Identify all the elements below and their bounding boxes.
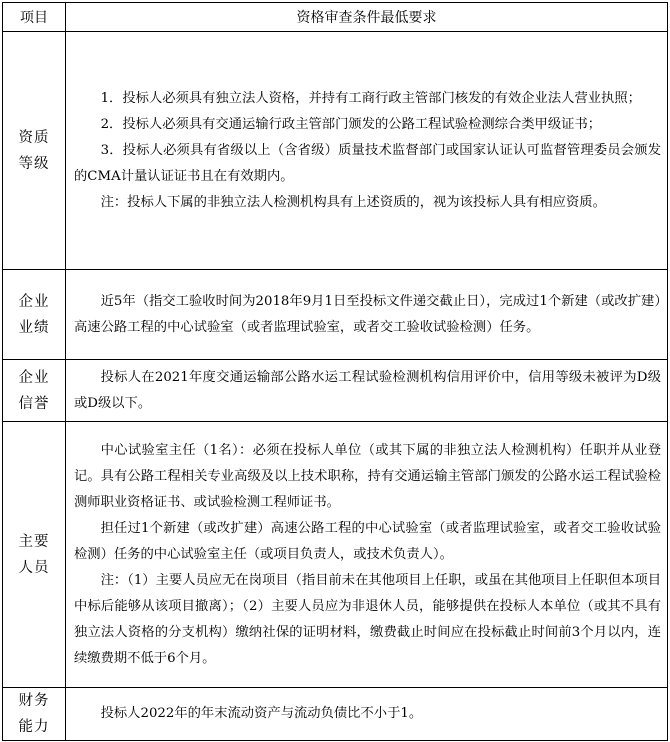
content-qualification: [66, 32, 668, 270]
paragraph: 注：（1）主要人员应无在岗项目（指目前未在其他项目上任职，或虽在其他项目上任职但本项目中标后能够从该项目撤离）；（2）主要人员应为非退休人员，能够提供在投标人本单位（或其不具有独立法人资格的分支机构）缴纳社保的证明材料，缴费截止时间应在投标截止时间前3个月以内，连续缴费期不低于6个月。: [74, 572, 661, 666]
row-credit: [3, 360, 668, 422]
paragraph: 担任过1个新建（或改扩建）高速公路工程的中心试验室（或者监理试验室，或者交工验收试验检测）任务的中心试验室主任（或项目负责人，或技术负责人）。: [74, 520, 661, 562]
paragraph: 投标人在2021年度交通运输部公路水运工程试验检测机构信用评价中，信用等级未被评为D级或D级以下。: [74, 369, 661, 411]
row-performance: [3, 270, 668, 360]
paragraph: 1．投标人必须具有独立法人资格，并持有工商行政主管部门核发的有效企业法人营业执照；: [100, 90, 641, 106]
label-finance: [3, 688, 66, 741]
header-requirement: 资格审查条件最低要求: [66, 3, 668, 32]
label-performance-line1: 企业: [18, 293, 50, 310]
label-credit: [3, 360, 66, 422]
label-personnel-line2: 人员: [18, 559, 50, 576]
label-credit-line1: 企业: [18, 369, 50, 386]
paragraph: 注：投标人下属的非独立法人检测机构具有上述资质的，视为该投标人具有相应资质。: [100, 194, 606, 210]
content-credit: [66, 360, 668, 422]
paragraph: 中心试验室主任（1名）：必须在投标人单位（或其下属的非独立法人检测机构）任职并从业登记。具有公路工程相关专业高级及以上技术职称，持有交通运输主管部门颁发的公路水运工程试验检测师职业资格证书、或试验检测工程师证书。: [74, 442, 661, 510]
label-personnel-line1: 主要: [18, 533, 50, 550]
row-personnel: [3, 422, 668, 688]
label-qualification: [3, 32, 66, 270]
label-personnel: [3, 422, 66, 688]
label-performance: [3, 270, 66, 360]
label-credit-line2: 信誉: [18, 395, 50, 412]
label-performance-line2: 业绩: [18, 319, 50, 336]
paragraph: 投标人2022年的年末流动资产与流动负债比不小于1。: [100, 706, 423, 721]
label-finance-line2: 能力: [18, 719, 50, 735]
label-qualification-line1: 资质: [18, 129, 50, 146]
content-finance: [66, 688, 668, 741]
header-row: [3, 3, 668, 32]
header-item: 项目: [3, 3, 66, 32]
requirements-table: [2, 2, 668, 741]
paragraph: 3．投标人必须具有省级以上（含省级）质量技术监督部门或国家认证认可监督管理委员会颁发的CMA计量认证证书且在有效期内。: [74, 142, 661, 184]
content-personnel: [66, 422, 668, 688]
paragraph: 近5年（指交工验收时间为2018年9月1日至投标文件递交截止日），完成过1个新建（或改扩建）高速公路工程的中心试验室（或者监理试验室，或者交工验收试验检测）任务。: [74, 293, 661, 335]
row-finance: [3, 688, 668, 741]
content-performance: [66, 270, 668, 360]
label-qualification-line2: 等级: [18, 155, 50, 172]
row-qualification: [3, 32, 668, 270]
paragraph: 2．投标人必须具有交通运输行政主管部门颁发的公路工程试验检测综合类甲级证书；: [100, 116, 602, 132]
label-finance-line1: 财务: [18, 693, 50, 709]
